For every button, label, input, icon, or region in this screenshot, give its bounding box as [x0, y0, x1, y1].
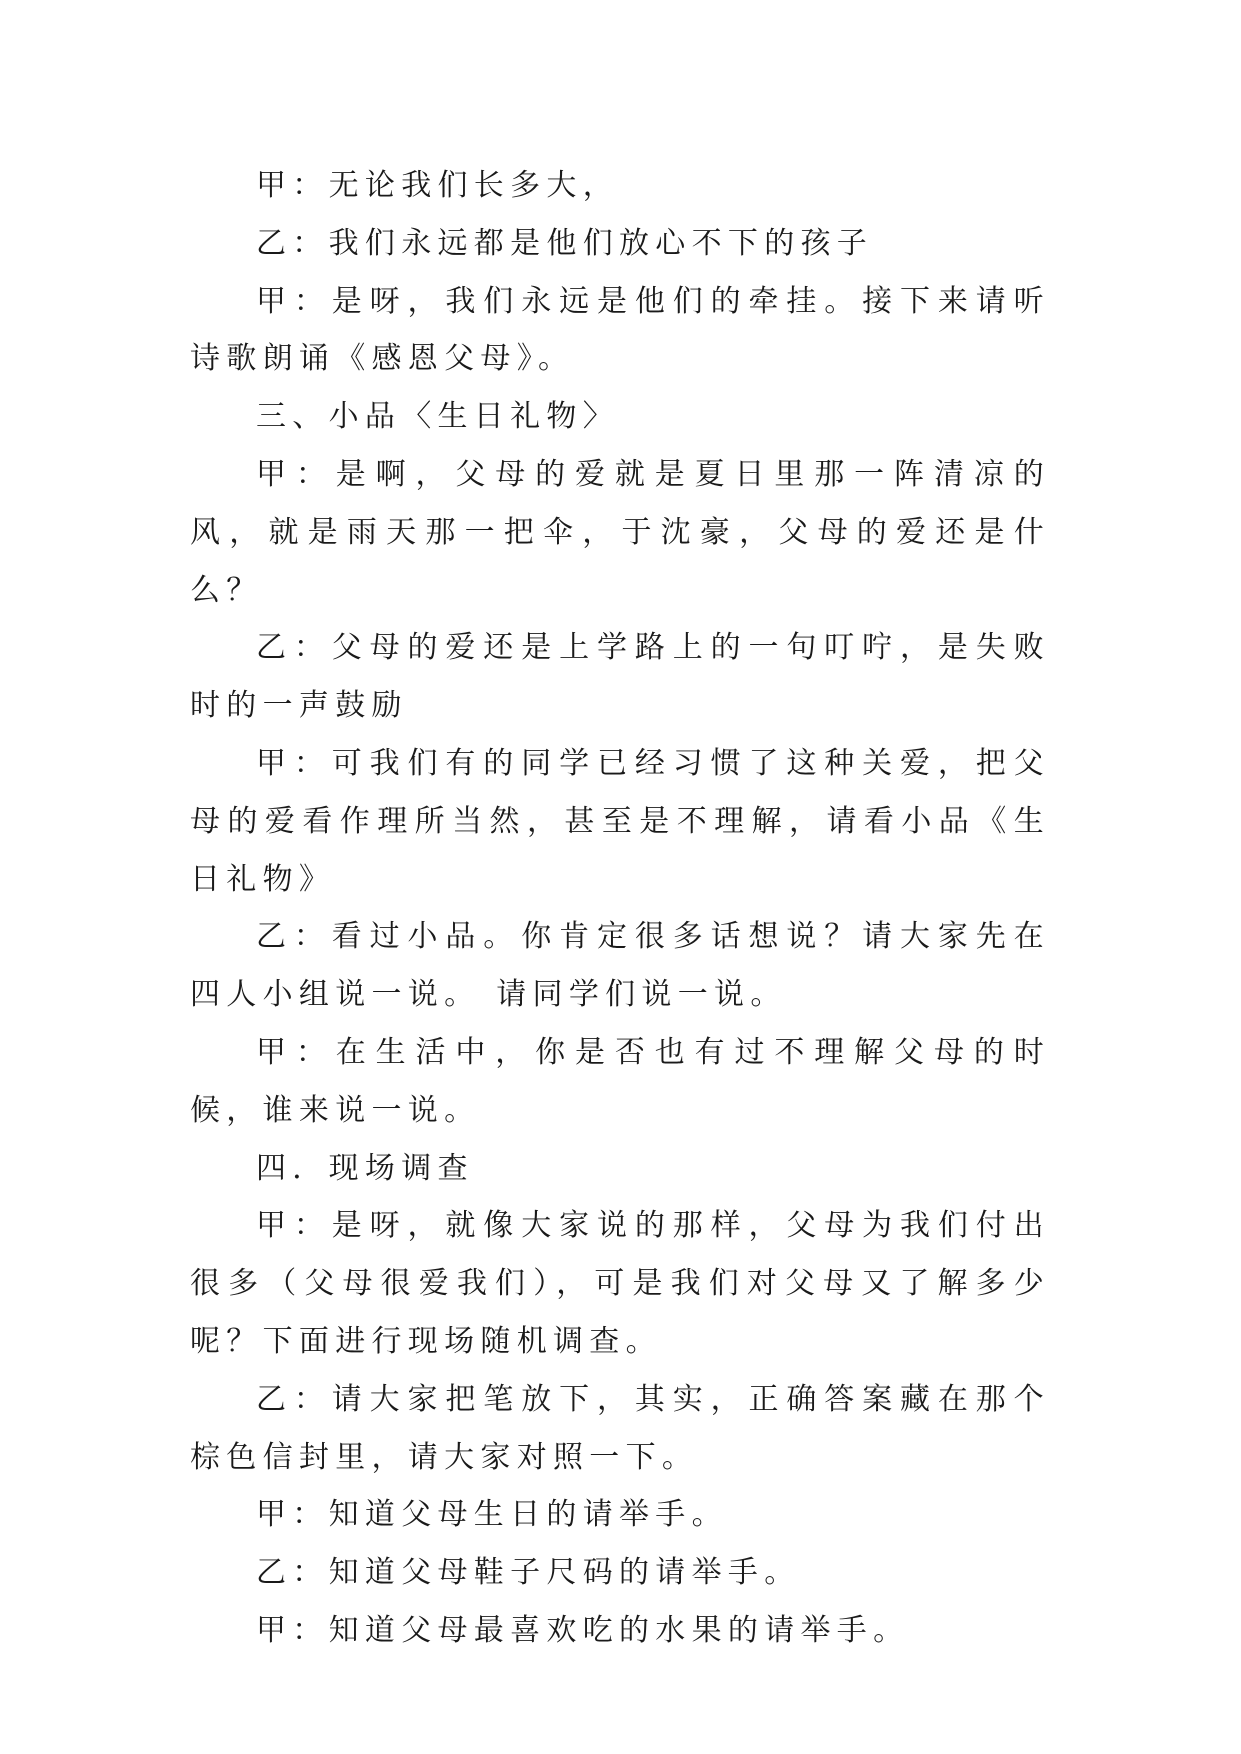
paragraph-3: 甲：是呀，我们永远是他们的牵挂。接下来请听诗歌朗诵《感恩父母》。 [190, 283, 1050, 377]
paragraph-13: 甲：知道父母生日的请举手。 [256, 1497, 728, 1533]
paragraph-6: 乙：父母的爱还是上学路上的一句叮咛，是失败时的一声鼓励 [190, 630, 1050, 724]
paragraph-7: 甲：可我们有的同学已经习惯了这种关爱，把父母的爱看作理所当然，甚至是不理解，请看小品《生日礼物》 [190, 745, 1050, 897]
paragraph-12: 乙：请大家把笔放下，其实，正确答案藏在那个棕色信封里，请大家对照一下。 [190, 1381, 1050, 1475]
paragraph-9: 甲：在生活中，你是否也有过不理解父母的时候，谁来说一说。 [190, 1034, 1050, 1128]
paragraph-14: 乙：知道父母鞋子尺码的请举手。 [256, 1555, 801, 1591]
paragraph-5: 甲：是啊，父母的爱就是夏日里那一阵清凉的风，就是雨天那一把伞，于沈豪，父母的爱还是什么？ [190, 456, 1050, 608]
paragraph-2: 乙：我们永远都是他们放心不下的孩子 [256, 225, 874, 261]
paragraph-8: 乙：看过小品。你肯定很多话想说？请大家先在四人小组说一说。 请同学们说一说。 [190, 919, 1050, 1013]
paragraph-1: 甲：无论我们长多大， [256, 168, 619, 203]
document-body [190, 157, 1050, 1660]
paragraph-11: 甲：是呀，就像大家说的那样，父母为我们付出很多（父母很爱我们），可是我们对父母又了解多少呢？下面进行现场随机调查。 [190, 1208, 1050, 1359]
section-heading-skit: 三、小品〈生日礼物〉 [256, 399, 619, 435]
section-heading-survey: 四．现场调查 [256, 1150, 474, 1186]
paragraph-15: 甲：知道父母最喜欢吃的水果的请举手。 [256, 1612, 910, 1648]
